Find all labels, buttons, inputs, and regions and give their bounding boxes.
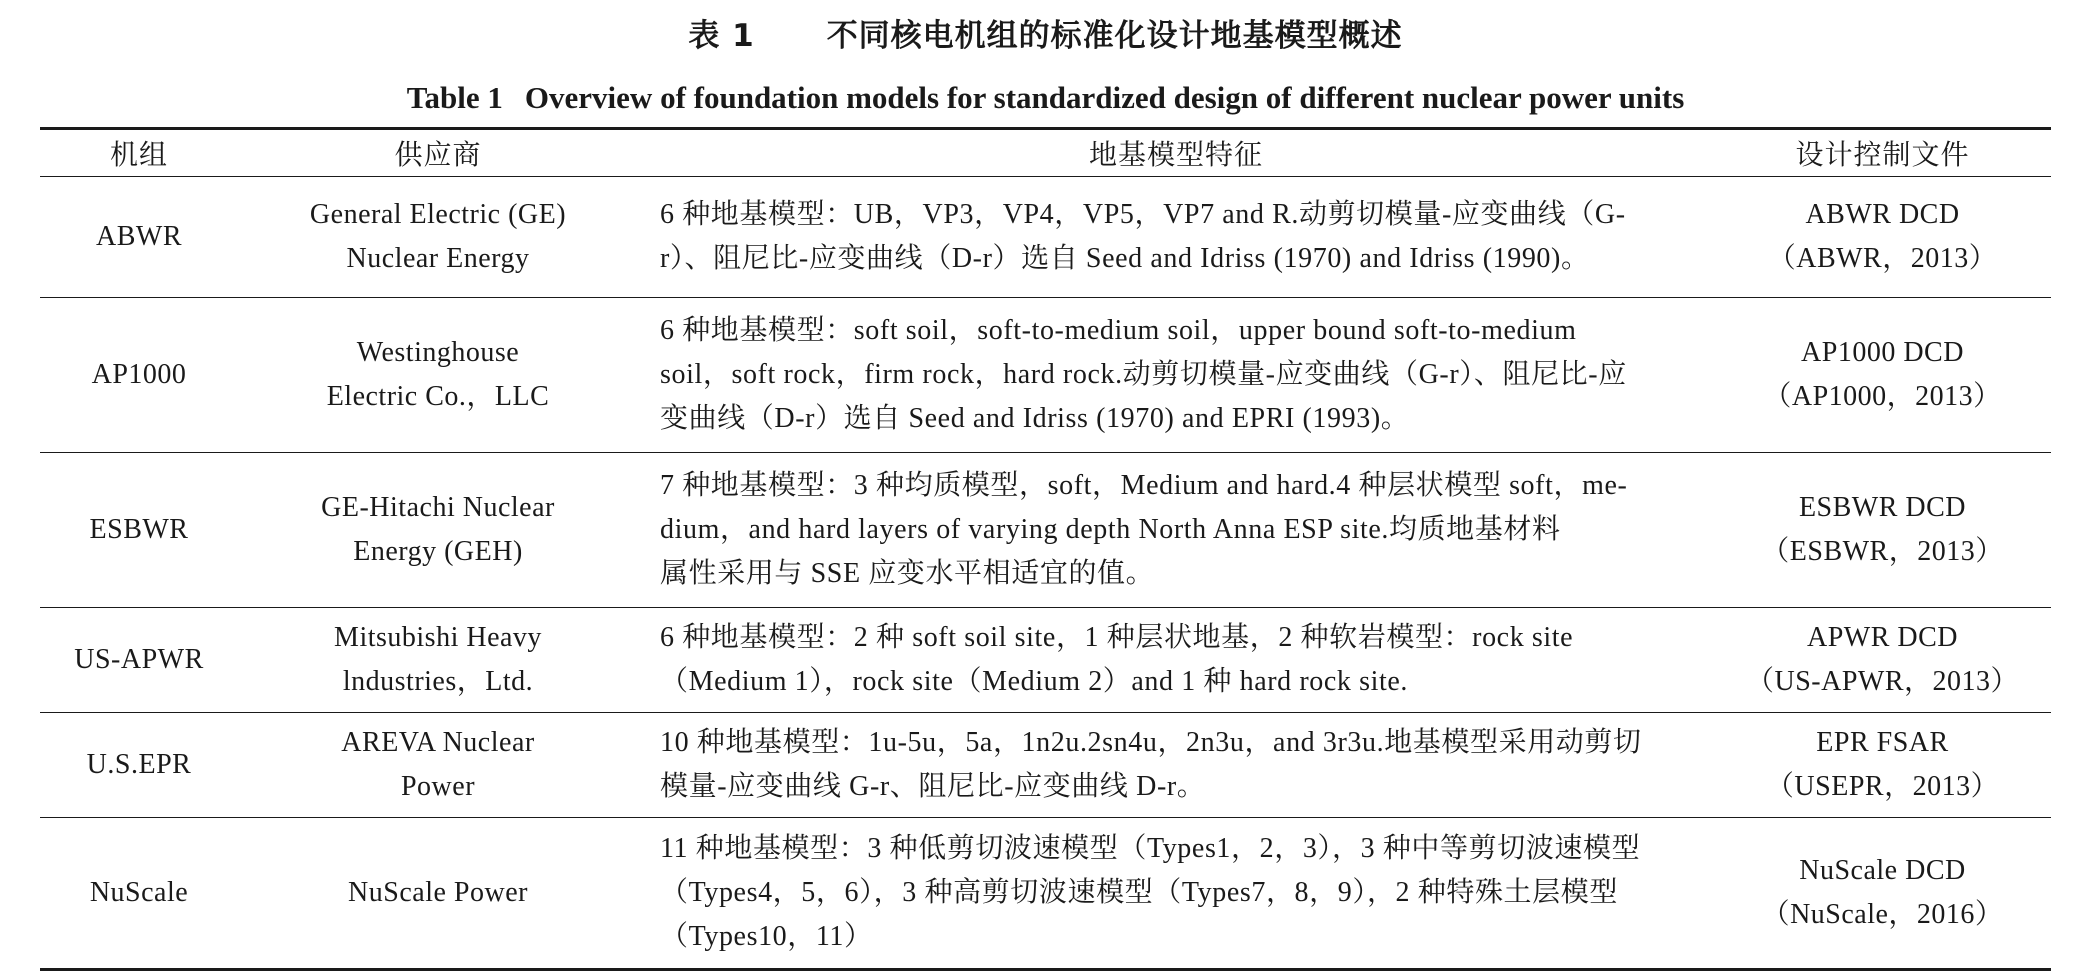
vendor-line: AREVA Nuclear [341, 727, 535, 758]
features-line: 属性采用与 SSE 应变水平相适宜的值。 [660, 558, 1155, 589]
doc-line: （USEPR，2013） [1765, 771, 2000, 802]
table-title-english: Overview of foundation models for standardized design of different nuclear power units [524, 80, 1685, 115]
cell-design-doc [1714, 298, 2051, 453]
doc-line: NuScale DCD [1799, 855, 1966, 886]
features-line: （Types10，11） [660, 921, 873, 952]
cell-features [638, 713, 1714, 818]
features-line: （Types4，5，6），3 种高剪切波速模型（Types7，8，9），2 种特殊土层模型 [660, 877, 1618, 908]
cell-unit: ABWR [40, 177, 238, 298]
doc-line: （NuScale，2016） [1761, 899, 2004, 930]
table-label-english: Table 1 [406, 80, 503, 115]
cell-unit: AP1000 [40, 298, 238, 453]
features-line: 7 种地基模型：3 种均质模型，soft，Medium and hard.4 种层状模型 soft，me- [660, 470, 1628, 501]
features-line: 11 种地基模型：3 种低剪切波速模型（Types1，2，3），3 种中等剪切波速模型 [660, 833, 1641, 864]
table-row [40, 298, 2051, 453]
features-line: 6 种地基模型：2 种 soft soil site，1 种层状地基，2 种软岩模型：rock site [660, 622, 1574, 653]
cell-features [638, 453, 1714, 608]
vendor-line: Power [400, 771, 476, 802]
cell-features [638, 177, 1714, 298]
features-line: 10 种地基模型：1u-5u，5a，1n2u.2sn4u，2n3u，and 3r3u.地基模型采用动剪切 [660, 727, 1642, 758]
features-line: soil，soft rock，firm rock，hard rock.动剪切模量-应变曲线（G-r）、阻尼比-应 [660, 359, 1627, 390]
cell-vendor [238, 298, 638, 453]
features-line: 6 种地基模型：soft soil，soft-to-medium soil，upper bound soft-to-medium [660, 315, 1577, 346]
cell-features [638, 608, 1714, 713]
cell-design-doc [1714, 453, 2051, 608]
vendor-line: NuScale Power [348, 877, 528, 908]
table-row [40, 608, 2051, 713]
features-line: r）、阻尼比-应变曲线（D-r）选自 Seed and Idriss (1970) and Idriss (1990)。 [660, 243, 1590, 274]
table-title-chinese: 不同核电机组的标准化设计地基模型概述 [826, 18, 1403, 54]
cell-unit: U.S.EPR [40, 713, 238, 818]
doc-line: （ABWR，2013） [1767, 243, 1998, 274]
table-row [40, 713, 2051, 818]
cell-design-doc [1714, 177, 2051, 298]
features-line: dium，and hard layers of varying depth North Anna ESP site.均质地基材料 [660, 514, 1561, 545]
cell-vendor [238, 818, 638, 970]
header-design-doc: 设计控制文件 [1714, 129, 2051, 177]
vendor-line: General Electric (GE) [309, 199, 567, 230]
vendor-line: Westinghouse [356, 337, 520, 368]
table-row [40, 453, 2051, 608]
vendor-line: GE-Hitachi Nuclear [321, 492, 555, 523]
features-line: 6 种地基模型：UB，VP3，VP4，VP5，VP7 and R.动剪切模量-应变曲线（G- [660, 199, 1626, 230]
features-line: 模量-应变曲线 G-r、阻尼比-应变曲线 D-r。 [660, 771, 1206, 802]
cell-vendor [238, 713, 638, 818]
table-header-row [40, 129, 2051, 177]
cell-design-doc [1714, 608, 2051, 713]
doc-line: （AP1000，2013） [1763, 381, 2002, 412]
doc-line: ESBWR DCD [1798, 492, 1967, 523]
header-unit: 机组 [40, 129, 238, 177]
doc-line: ABWR DCD [1805, 199, 1960, 230]
vendor-line: Energy (GEH) [353, 536, 523, 567]
table-row [40, 177, 2051, 298]
doc-line: EPR FSAR [1816, 727, 1949, 758]
vendor-line: Mitsubishi Heavy [334, 622, 542, 653]
table-caption-english [0, 76, 2091, 120]
cell-design-doc [1714, 713, 2051, 818]
cell-unit: US-APWR [40, 608, 238, 713]
cell-features [638, 818, 1714, 970]
table-label-chinese: 表 1 [688, 18, 755, 54]
cell-unit: NuScale [40, 818, 238, 970]
features-line: （Medium 1），rock site（Medium 2）and 1 种 hard rock site. [660, 666, 1409, 697]
features-line: 变曲线（D-r）选自 Seed and Idriss (1970) and EPRI (1993)。 [660, 403, 1410, 434]
header-features: 地基模型特征 [638, 129, 1714, 177]
cell-vendor [238, 453, 638, 608]
header-vendor: 供应商 [238, 129, 638, 177]
doc-line: （US-APWR，2013） [1745, 666, 2019, 697]
cell-features [638, 298, 1714, 453]
vendor-line: Nuclear Energy [346, 243, 530, 274]
vendor-line: Electric Co.，LLC [326, 381, 550, 412]
table-row [40, 818, 2051, 970]
cell-design-doc [1714, 818, 2051, 970]
doc-line: APWR DCD [1806, 622, 1958, 653]
cell-unit: ESBWR [40, 453, 238, 608]
doc-line: （ESBWR，2013） [1761, 536, 2004, 567]
foundation-models-table [40, 127, 2051, 971]
table-caption-chinese [0, 14, 2091, 58]
doc-line: AP1000 DCD [1801, 337, 1964, 368]
vendor-line: lndustries，Ltd. [342, 666, 534, 697]
cell-vendor [238, 608, 638, 713]
cell-vendor [238, 177, 638, 298]
